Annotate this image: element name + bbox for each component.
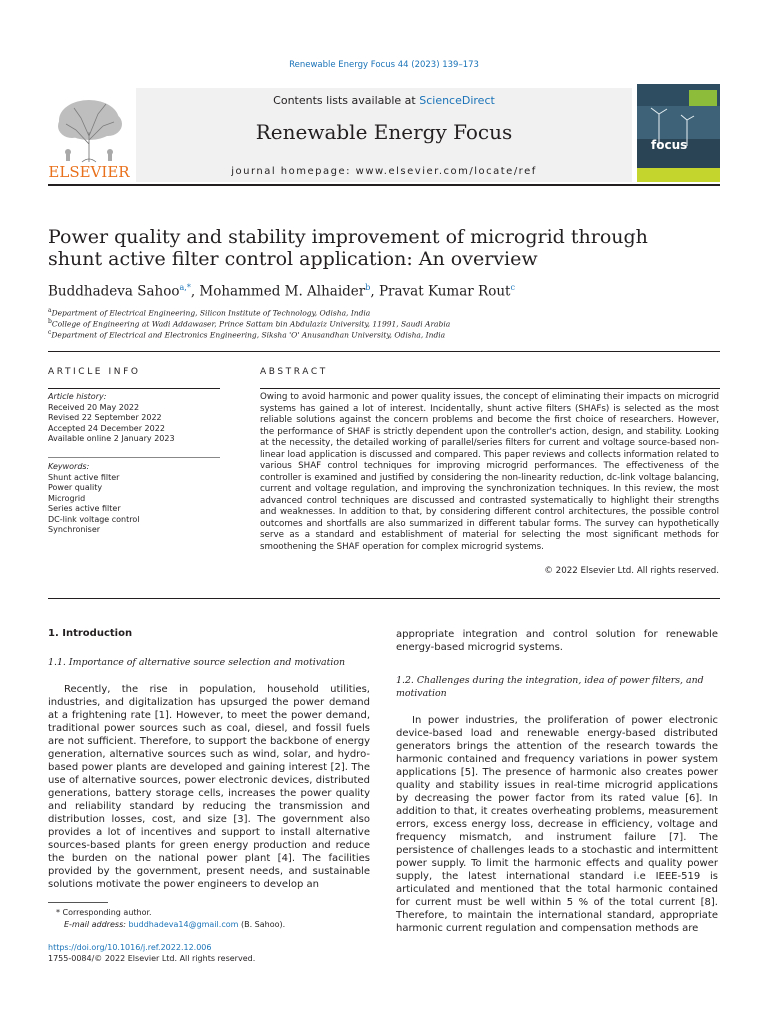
affiliation-mark: b xyxy=(48,318,52,325)
section-heading: 1. Introduction xyxy=(48,628,133,639)
footnote-text: Corresponding author. xyxy=(62,908,152,917)
affiliation-rule xyxy=(48,351,720,352)
author-affiliation-mark[interactable]: b xyxy=(365,283,371,292)
footnote-rule xyxy=(48,902,108,903)
keywords-label: Keywords: xyxy=(48,462,90,471)
author-affiliation-mark[interactable]: a,* xyxy=(179,283,191,292)
issn-line: 1755-0084/© 2022 Elsevier Ltd. All rights reserved. xyxy=(48,954,256,963)
abstract-text: Owing to avoid harmonic and power quality issues, the concept of eliminating their impacts on microgrid systems has gained a lot of interest. Incidentally, shunt active filters (SHAFs) is selected as the most reliable solutions against the concern problems and become the first choice of researchers. However, the performance of SHAF is strictly dependent upon the controller's action, design, and stability. Looking at the necessity, the detailed working of parallel/series filters for current and voltage source-based non-linear load application is discussed and compared. This paper reviews and collects information related to various SHAF control techniques for improving microgrid performances. The effectiveness of the controller is examined and justified by considering the non-linearity reduction, dc-link voltage balancing, current and voltage regulation, and improving the synchronization techniques. In this review, the most advanced control techniques are discussed and contrasted systematically to highlight their strengths and weaknesses. In addition to that, by considering different control architectures, the possible control outcomes and shortfalls are also summarized in different tabular forms. The survey can hypothetically serve as a standard and establishment of material for selecting the most significant methods for smoothening the SHAF operation for complex microgrid systems. xyxy=(260,392,719,552)
journal-cover-image xyxy=(637,84,720,182)
keyword-item: Microgrid xyxy=(48,493,86,503)
keyword-item: Power quality xyxy=(48,483,103,492)
journal-homepage[interactable]: journal homepage: www.elsevier.com/locate/ref xyxy=(231,166,537,177)
affiliation-mark: c xyxy=(48,329,52,336)
abstract-copyright: © 2022 Elsevier Ltd. All rights reserved. xyxy=(544,566,719,576)
affiliation-text: College of Engineering at Wadi Addawaser, Prince Sattam bin Abdulaziz University, 11991, Saudi Arabia xyxy=(51,319,451,329)
author-name: Mohammed M. Alhaider xyxy=(199,283,366,300)
paragraph: appropriate integration and control solution for renewable energy-based microgrid systems. xyxy=(396,629,718,653)
abstract-heading: ABSTRACT xyxy=(260,367,328,377)
history-item: Available online 2 January 2023 xyxy=(48,434,175,443)
affiliation-text: Department of Electrical and Electronics Engineering, Siksha 'O' Anusandhan University, Odisha, India xyxy=(51,330,446,340)
author-affiliation-mark[interactable]: c xyxy=(510,283,515,292)
subsection-heading: 1.2. Challenges during the integration, idea of power filters, and motivation xyxy=(396,675,704,699)
history-item: Revised 22 September 2022 xyxy=(48,413,162,422)
contents-line xyxy=(136,94,632,107)
keywords xyxy=(48,462,220,536)
article-info-rule xyxy=(48,388,220,389)
article-info-heading: ARTICLE INFO xyxy=(48,367,141,377)
author-name: Pravat Kumar Rout xyxy=(378,283,511,300)
affiliation-text: Department of Electrical Engineering, Silicon Institute of Technology, Odisha, India xyxy=(51,308,371,318)
history-rule xyxy=(48,457,220,458)
journal-title[interactable]: Renewable Energy Focus xyxy=(255,120,513,144)
elsevier-wordmark: ELSEVIER xyxy=(48,163,130,181)
cover-label: focus xyxy=(651,138,688,152)
email-suffix: (B. Sahoo). xyxy=(238,920,286,929)
affiliation xyxy=(48,318,450,329)
keyword-item: Synchroniser xyxy=(48,525,101,534)
history-item: Received 20 May 2022 xyxy=(48,402,140,412)
frontmatter-rule xyxy=(48,598,720,599)
keyword-item: Shunt active filter xyxy=(48,472,120,482)
keyword-item: Series active filter xyxy=(48,504,121,513)
subsection-heading: 1.1. Importance of alternative source selection and motivation xyxy=(48,657,346,668)
article-history xyxy=(48,392,220,445)
affiliation xyxy=(48,307,370,318)
footnote-email xyxy=(64,919,374,930)
abstract-rule xyxy=(260,388,720,389)
journal-cover[interactable] xyxy=(637,84,720,182)
paragraph: Recently, the rise in population, household utilities, industries, and digitalization has upsurged the power demand at a frightening rate [1]. However, to meet the power demand, traditional power sources such as coal, diesel, and fossil fuels are not sufficient. Therefore, to support the backbone of energy generation, alternative sources such as wind, solar, and hydro-based power plants are developed and gaining interest [2]. The use of alternative sources, power electronic devices, distributed generations, battery storage cells, increases the power quality and reliability standard by reducing the transmission and distribution losses, cost, and size [3]. The government also provides a lot of incentives and support to install alternative sources-based plants for green energy production and reduce the burden on the national power plant [4]. The facilities provided by the government, present needs, and sustainable solutions motivate the power engineers to develop an xyxy=(48,684,370,890)
affiliation-mark: a xyxy=(48,307,52,314)
footnote-mark: * xyxy=(56,908,60,917)
email-link[interactable]: buddhadeva14@gmail.com xyxy=(128,920,239,929)
journal-citation[interactable]: Renewable Energy Focus 44 (2023) 139–173 xyxy=(289,60,479,70)
header-rule xyxy=(48,184,720,186)
history-item: Accepted 24 December 2022 xyxy=(48,423,165,433)
paragraph: In power industries, the proliferation of power electronic device-based load and renewable energy-based distributed generators brings the attention of the research towards the harmonic contained and frequency variations in power system applications [5]. The presence of harmonic also creates power quality and stability issues in real-time microgrid applications by decreasing the power factor from its rated value [6]. In addition to that, it creates overheating problems, measurement errors, excess energy loss, decrease in efficiency, voltage and frequency mismatch, and instrument failure [7]. The persistence of challenges leads to a stochastic and intermittent power supply. To limit the harmonic effects and quality power supply, the latest international standard i.e IEEE-519 is articulated and mentioned that the total harmonic contained for current must be well within 5 % of the total current [8]. Therefore, to maintain the international standard, appropriate harmonic current regulation and compensation methods are xyxy=(396,715,718,934)
sciencedirect-link[interactable]: ScienceDirect xyxy=(419,94,495,107)
article-title: Power quality and stability improvement of microgrid through shunt active filter control application: An overview xyxy=(48,226,648,270)
footnote-corresponding xyxy=(56,907,366,918)
keyword-item: DC-link voltage control xyxy=(48,514,140,524)
email-label: E-mail address: xyxy=(64,920,129,929)
author-name: Buddhadeva Sahoo xyxy=(48,283,180,300)
doi-link[interactable]: https://doi.org/10.1016/j.ref.2022.12.006 xyxy=(48,943,212,952)
contents-prefix: Contents lists available at xyxy=(273,94,420,107)
affiliation xyxy=(48,329,445,340)
author-list: Buddhadeva Sahoo$^{a,*}$, Mohammed M. Alhaider$^b$, Pravat Kumar Rout$^c$ xyxy=(48,283,515,300)
history-label: Article history: xyxy=(48,392,107,401)
